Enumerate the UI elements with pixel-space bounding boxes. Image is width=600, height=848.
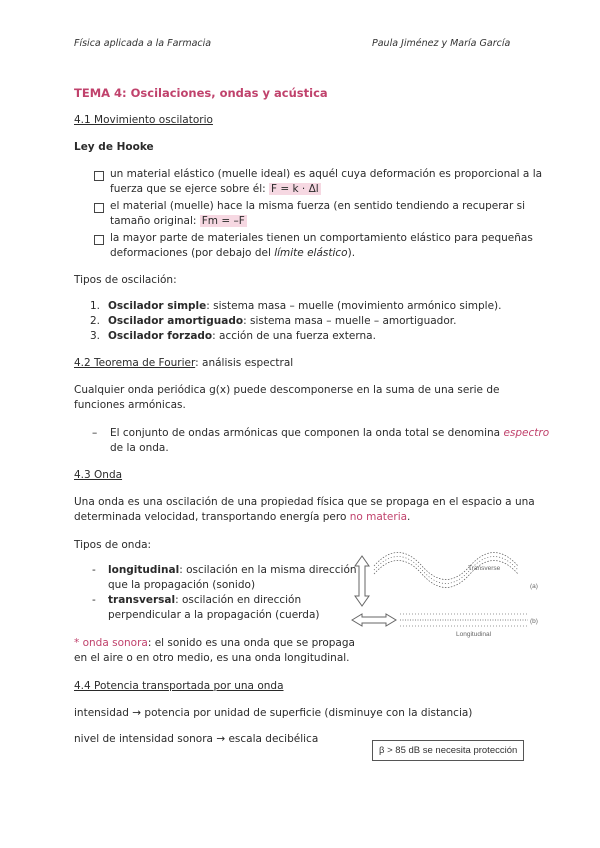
wave-longitudinal-line-2: que la propagación (sonido)	[108, 579, 256, 591]
dash-bullet: –	[92, 427, 98, 439]
wave-longitudinal-line-1: longitudinal: oscilación en la misma dirección	[108, 564, 357, 576]
formula-hooke: F = k · Δl	[271, 183, 319, 195]
checkbox-2[interactable]	[94, 203, 104, 213]
label-a: (a)	[530, 583, 538, 590]
header-left: Física aplicada a la Farmacia	[74, 38, 212, 49]
fourier-bullet-line-2: de la onda.	[110, 442, 169, 454]
hooke-item-3-line-1: la mayor parte de materiales tienen un comportamiento elástico para pequeñas	[110, 232, 533, 244]
fourier-p-line-2: funciones armónicas.	[74, 399, 186, 411]
onda-p-line-1: Una onda es una oscilación de una propiedad física que se propaga en el espacio a una	[74, 496, 535, 508]
hooke-item-1-line-2: fuerza que se ejerce sobre él: F = k · Δl	[110, 183, 319, 195]
onda-p-line-2: determinada velocidad, transportando energía pero no materia.	[74, 511, 411, 523]
dash-bullet: -	[92, 564, 96, 576]
formula-reaction: Fm = –F	[201, 215, 245, 227]
section-heading-4-1: 4.1 Movimiento oscilatorio	[74, 114, 213, 126]
label-longitudinal: Longitudinal	[456, 631, 492, 638]
checkbox-1[interactable]	[94, 171, 104, 181]
wave-transversal-line-1: transversal: oscilación en dirección	[108, 594, 302, 606]
checkbox-3[interactable]	[94, 235, 104, 245]
hooke-item-1-line-1: un material elástico (muelle ideal) es aquél cuya deformación es proporcional a la	[110, 168, 543, 180]
header-right: Paula Jiménez y María García	[372, 38, 511, 49]
hooke-item-2-line-2: tamaño original: Fm = –F	[110, 215, 245, 227]
onda-sonora-line-1: * onda sonora: el sonido es una onda que se propaga	[74, 637, 355, 649]
vertical-arrow-icon	[355, 556, 369, 606]
oscillator-item-2: 2. Oscilador amortiguado: sistema masa – muelle – amortiguador.	[90, 315, 457, 327]
tipos-onda-label: Tipos de onda:	[74, 539, 152, 551]
dash-bullet: -	[92, 594, 96, 606]
longitudinal-wave	[400, 614, 528, 626]
section-heading-4-4: 4.4 Potencia transportada por una onda	[74, 680, 284, 692]
label-transverse: Transverse	[468, 565, 501, 572]
wave-figure	[350, 548, 545, 640]
fourier-bullet-line-1: El conjunto de ondas armónicas que componen la onda total se denomina espectro	[110, 427, 550, 439]
oscillator-item-1: 1. Oscilador simple: sistema masa – muelle (movimiento armónico simple).	[90, 300, 502, 312]
intensidad-line: intensidad → potencia por unidad de superficie (disminuye con la distancia)	[74, 707, 473, 719]
nivel-intensidad-line: nivel de intensidad sonora → escala decibélica	[74, 733, 319, 745]
section-heading-4-3: 4.3 Onda	[74, 469, 123, 481]
db-protection-note: β > 85 dB se necesita protección	[372, 740, 524, 761]
oscillator-item-3: 3. Oscilador forzado: acción de una fuerza externa.	[90, 330, 376, 342]
onda-sonora-line-2: en el aire o en otro medio, es una onda longitudinal.	[74, 652, 350, 664]
page-title: TEMA 4: Oscilaciones, ondas y acústica	[74, 86, 328, 100]
fourier-p-line-1: Cualquier onda periódica g(x) puede descomponerse en la suma de una serie de	[74, 384, 500, 396]
hooke-item-3-line-2: deformaciones (por debajo del límite elástico).	[110, 247, 356, 259]
hooke-title: Ley de Hooke	[74, 141, 154, 153]
hooke-item-2-line-1: el material (muelle) hace la misma fuerza (en sentido tendiendo a recuperar si	[110, 200, 526, 212]
label-b: (b)	[530, 618, 538, 625]
horizontal-arrow-icon	[352, 614, 396, 626]
wave-transversal-line-2: perpendicular a la propagación (cuerda)	[108, 609, 320, 621]
section-heading-4-2: 4.2 Teorema de Fourier: análisis espectral	[74, 357, 294, 369]
tipos-oscilacion-label: Tipos de oscilación:	[74, 274, 177, 286]
